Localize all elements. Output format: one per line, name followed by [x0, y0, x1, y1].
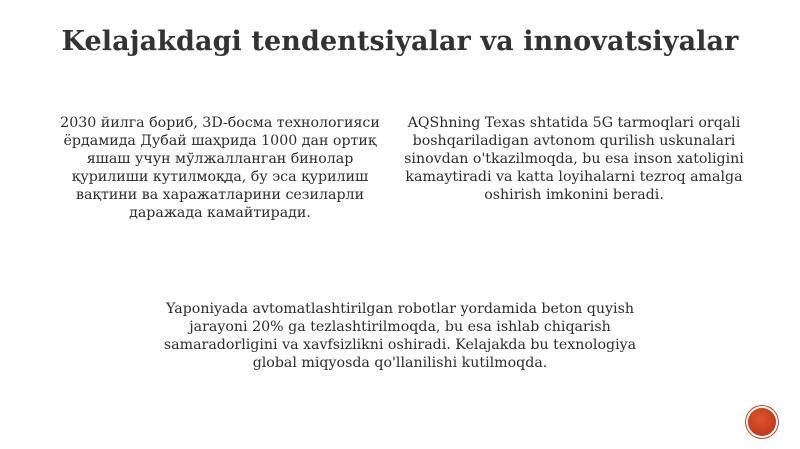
slide-title: Kelajakdagi tendentsiyalar va innovatsiyalar	[61, 26, 739, 57]
paragraph-dubai-3d-printing: 2030 йилга бориб, 3D-босма технологияси ёрдамида Дубай шаҳрида 1000 дан ортиқ яшаш учун мўлжалланган бинолар қурилиши кутилмоқда, бу эса қурилиш вақтини ва харажатларини сезиларли даражада камайтиради.	[60, 115, 380, 221]
next-slide-button[interactable]	[748, 408, 776, 436]
paragraph-texas-5g-autonomous: AQShning Texas shtatida 5G tarmoqlari orqali boshqariladigan avtonom qurilish uskunalari sinovdan o'tkazilmoqda, bu esa inson xatoligini kamaytiradi va katta loyihalarni tezroq amalga oshirish imkonini beradi.	[404, 115, 744, 203]
paragraph-japan-robots: Yaponiyada avtomatlashtirilgan robotlar yordamida beton quyish jarayoni 20% ga tezlashtirilmoqda, bu esa ishlab chiqarish samaradorligini va xavfsizlikni oshiradi. Kelajakda bu texnologiya global miqyosda qo'llanilishi kutilmoqda.	[163, 301, 637, 371]
